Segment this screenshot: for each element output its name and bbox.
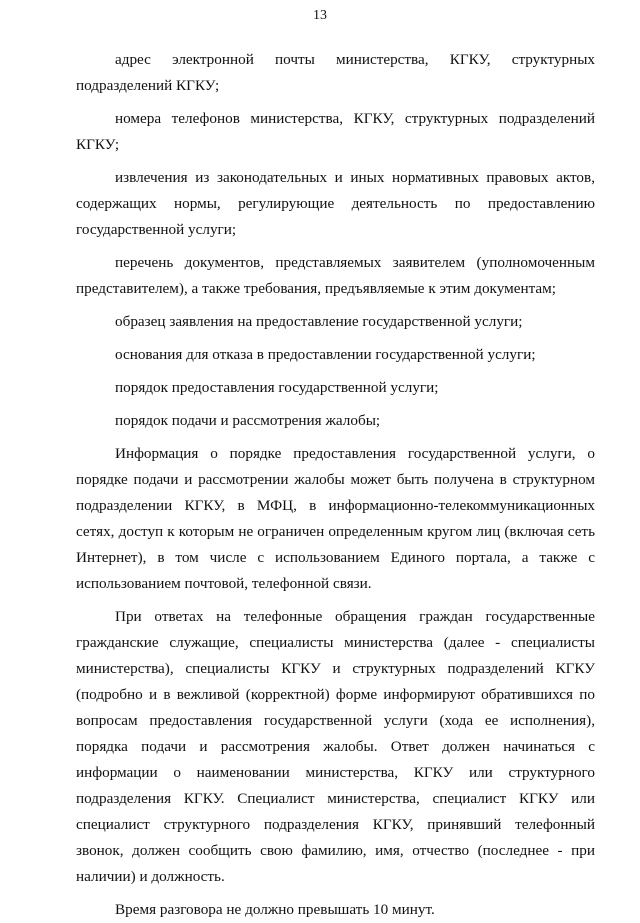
- paragraph-phone-answers: При ответах на телефонные обращения граждан государственные гражданские служащие, специалисты министерства (далее - специалисты министерства), специалисты КГКУ и структурных подразделений КГКУ (подробно и в вежливой (корректной) форме информируют обратившихся по вопросам предоставления государственной услуги (хода ее исполнения), порядка подачи и рассмотрения жалобы. Ответ должен начинаться с информации о наименовании министерства, КГКУ или структурного подразделения КГКУ. Специалист министерства, специалист КГКУ или специалист структурного подразделения КГКУ, принявший телефонный звонок, должен сообщить свою фамилию, имя, отчество (последнее - при наличии) и должность.: [76, 608, 595, 885]
- page-number: 13: [313, 8, 327, 23]
- paragraph-application-sample: образец заявления на предоставление государственной услуги;: [115, 313, 523, 330]
- paragraph-information-channels: Информация о порядке предоставления государственной услуги, о порядке подачи и рассмотрении жалобы может быть получена в структурном подразделении КГКУ, в МФЦ, в информационно-телекоммуникационных сетях, доступ к которым не ограничен определенным кругом лиц (включая сеть Интернет), в том числе с использованием Единого портала, а также с использованием почтовой, телефонной связи.: [76, 445, 595, 592]
- paragraph-phones: номера телефонов министерства, КГКУ, структурных подразделений КГКУ;: [76, 110, 595, 153]
- paragraph-refusal-grounds: основания для отказа в предоставлении государственной услуги;: [115, 346, 536, 363]
- paragraph-service-procedure: порядок предоставления государственной услуги;: [115, 379, 439, 396]
- document-body: [76, 47, 595, 923]
- paragraph-legal-extracts: извлечения из законодательных и иных нормативных правовых актов, содержащих нормы, регулирующие деятельность по предоставлению государственной услуги;: [76, 169, 595, 238]
- paragraph-documents-list: перечень документов, представляемых заявителем (уполномоченным представителем), а также требования, предъявляемые к этим документам;: [76, 254, 595, 297]
- paragraph-email: адрес электронной почты министерства, КГКУ, структурных подразделений КГКУ;: [76, 51, 595, 94]
- paragraph-call-duration: Время разговора не должно превышать 10 минут.: [115, 901, 435, 918]
- paragraph-complaint-procedure: порядок подачи и рассмотрения жалобы;: [115, 412, 381, 429]
